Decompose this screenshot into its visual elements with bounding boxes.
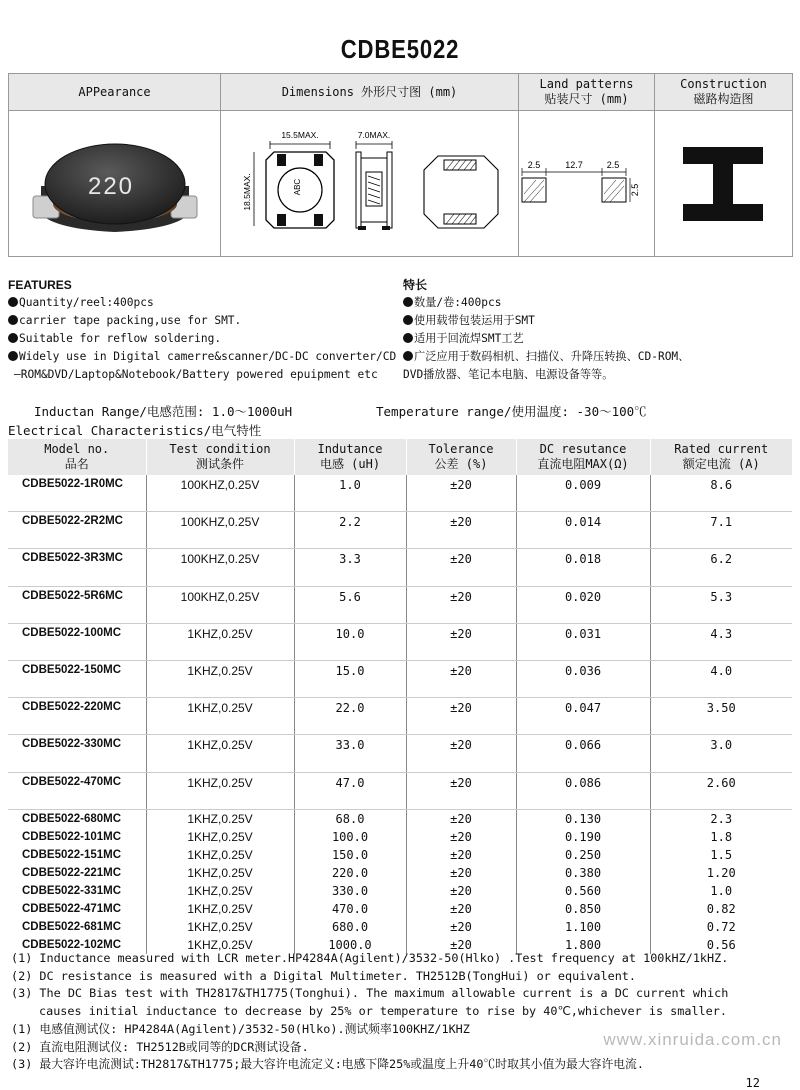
page-number: 12	[745, 1076, 760, 1090]
cell-dcr: 1.100	[516, 918, 650, 936]
watermark: www.xinruida.com.cn	[603, 1030, 782, 1049]
cell-tol: ±20	[406, 900, 516, 918]
cell-cond: 1KHZ,0.25V	[146, 698, 294, 735]
cell-tol: ±20	[406, 623, 516, 660]
cell-cond: 1KHZ,0.25V	[146, 864, 294, 882]
cell-cond: 1KHZ,0.25V	[146, 623, 294, 660]
cell-cond: 1KHZ,0.25V	[146, 900, 294, 918]
cell-ind: 2.2	[294, 512, 406, 549]
cell-ind: 1.0	[294, 475, 406, 512]
land-header	[519, 74, 655, 111]
table-row	[8, 809, 792, 828]
dimensions-drawing	[221, 111, 519, 257]
cell-ind: 47.0	[294, 772, 406, 809]
cell-cur: 1.0	[650, 882, 792, 900]
cell-tol: ±20	[406, 882, 516, 900]
cell-model: CDBE5022-101MC	[22, 830, 122, 843]
cell-model: CDBE5022-150MC	[8, 660, 146, 697]
construction-header	[655, 74, 793, 111]
appearance-header: APPearance	[9, 74, 221, 111]
cell-model: CDBE5022-330MC	[8, 735, 146, 772]
cell-cur: 2.60	[650, 772, 792, 809]
cell-cur: 2.3	[650, 809, 792, 828]
cell-tol: ±20	[406, 698, 516, 735]
land-dim-c: 2.5	[606, 159, 619, 170]
cell-ind: 33.0	[294, 735, 406, 772]
cell-cond: 100KHZ,0.25V	[146, 512, 294, 549]
cell-tol: ±20	[406, 846, 516, 864]
bullet-icon	[403, 315, 413, 325]
land-patterns-drawing	[519, 111, 655, 257]
cell-dcr: 0.031	[516, 623, 650, 660]
cell-cur: 8.6	[650, 475, 792, 512]
dim-height-label: 18.5MAX.	[241, 172, 252, 211]
cell-cur: 1.8	[650, 828, 792, 846]
table-row	[8, 864, 792, 882]
cell-cur: 6.2	[650, 549, 792, 586]
cell-dcr: 0.036	[516, 660, 650, 697]
cell-tol: ±20	[406, 918, 516, 936]
cell-tol: ±20	[406, 936, 516, 954]
i-core-icon	[656, 114, 792, 254]
note: (1) Inductance measured with LCR meter.HP4284A(Agilent)/3532-50(Hlko) .Test frequency at 100kHZ/1kHZ.	[11, 951, 729, 965]
features-cn	[403, 276, 689, 384]
dim-depth-label: 7.0MAX.	[357, 129, 390, 140]
cell-dcr: 0.066	[516, 735, 650, 772]
cell-model: CDBE5022-3R3MC	[8, 549, 146, 586]
cell-cond: 100KHZ,0.25V	[146, 586, 294, 623]
cell-cond: 1KHZ,0.25V	[146, 828, 294, 846]
cell-cur: 4.0	[650, 660, 792, 697]
feature-item: DVD播放器、笔记本电脑、电源设备等等。	[403, 368, 614, 381]
spec-table	[8, 73, 793, 257]
cell-ind: 220.0	[294, 864, 406, 882]
cell-model: CDBE5022-680MC	[22, 812, 122, 825]
cell-cond: 1KHZ,0.25V	[146, 809, 294, 828]
cell-cur: 7.1	[650, 512, 792, 549]
cell-cur: 3.0	[650, 735, 792, 772]
bullet-icon	[403, 333, 413, 343]
cell-tol: ±20	[406, 475, 516, 512]
cell-dcr: 0.020	[516, 586, 650, 623]
electrical-table	[8, 439, 792, 954]
cell-dcr: 0.014	[516, 512, 650, 549]
cell-tol: ±20	[406, 772, 516, 809]
cell-tol: ±20	[406, 828, 516, 846]
feature-item: 广泛应用于数码相机、扫描仪、升降压转换、CD-ROM、	[414, 350, 690, 363]
table-row	[8, 846, 792, 864]
cell-dcr: 0.018	[516, 549, 650, 586]
table-row	[8, 918, 792, 936]
col-header: Indutance 电感 (uH)	[294, 439, 406, 475]
col-header: Rated current 额定电流 (A)	[650, 439, 792, 475]
col-header: Tolerance 公差 (%)	[406, 439, 516, 475]
features-heading-en: FEATURES	[8, 278, 72, 292]
cell-model: CDBE5022-681MC	[22, 920, 122, 933]
inductance-range: Inductan Range/电感范围: 1.0～1000uH	[34, 404, 293, 419]
cell-cond: 1KHZ,0.25V	[146, 918, 294, 936]
cell-model: CDBE5022-221MC	[22, 866, 122, 879]
feature-item: 使用载带包装运用于SMT	[414, 314, 535, 327]
col-header: Model no. 品名	[8, 439, 146, 475]
cell-model: CDBE5022-5R6MC	[8, 586, 146, 623]
col-header: Test condition 测试条件	[146, 439, 294, 475]
bullet-icon	[8, 333, 18, 343]
cell-cur: 0.56	[650, 936, 792, 954]
land-header-en: Land patterns	[539, 77, 634, 91]
feature-item: Suitable for reflow soldering.	[19, 332, 222, 345]
land-dim-a: 2.5	[527, 159, 540, 170]
cell-ind: 3.3	[294, 549, 406, 586]
temperature-range: Temperature range/使用温度: -30～100℃	[376, 404, 647, 419]
cell-cond: 1KHZ,0.25V	[146, 772, 294, 809]
cell-model: CDBE5022-151MC	[22, 848, 122, 861]
dim-marking: ABC	[292, 178, 302, 195]
cell-dcr: 0.086	[516, 772, 650, 809]
bullet-icon	[403, 297, 413, 307]
cell-model: CDBE5022-2R2MC	[8, 512, 146, 549]
cell-dcr: 0.009	[516, 475, 650, 512]
cell-cur: 0.82	[650, 900, 792, 918]
feature-item: —ROM&DVD/Laptop&Notebook/Battery powered epuipment etc	[14, 368, 378, 381]
cell-dcr: 0.560	[516, 882, 650, 900]
dimensions-header: Dimensions 外形尺寸图 (mm)	[221, 74, 519, 111]
features-en	[8, 276, 396, 384]
cell-model: CDBE5022-331MC	[22, 884, 122, 897]
table-row	[8, 900, 792, 918]
table-row	[8, 735, 792, 772]
cell-model: CDBE5022-470MC	[8, 772, 146, 809]
construction-drawing	[655, 111, 793, 257]
cell-tol: ±20	[406, 660, 516, 697]
feature-item: Quantity/reel:400pcs	[19, 296, 154, 309]
table-row	[8, 772, 792, 809]
features-heading-cn: 特长	[403, 278, 428, 292]
land-dim-d: 2.5	[629, 183, 640, 196]
cell-tol: ±20	[406, 864, 516, 882]
cell-dcr: 0.047	[516, 698, 650, 735]
construction-header-cn: 磁路构造图	[693, 92, 754, 106]
cell-cur: 1.20	[650, 864, 792, 882]
cell-cond: 100KHZ,0.25V	[146, 549, 294, 586]
dim-width-label: 15.5MAX.	[280, 129, 319, 140]
cell-ind: 680.0	[294, 918, 406, 936]
note: (3) The DC Bias test with TH2817&TH1775(Tonghui). The maximum allowable current is a DC current which	[11, 986, 729, 1001]
cell-ind: 330.0	[294, 882, 406, 900]
cell-model: CDBE5022-220MC	[8, 698, 146, 735]
table-row	[8, 660, 792, 697]
feature-item: 数量/卷:400pcs	[414, 296, 502, 309]
cell-cur: 5.3	[650, 586, 792, 623]
table-row	[8, 882, 792, 900]
page-title: CDBE5022	[340, 34, 460, 64]
cell-dcr: 0.190	[516, 828, 650, 846]
appearance-image	[9, 111, 221, 257]
cell-model: CDBE5022-100MC	[8, 623, 146, 660]
cell-model: CDBE5022-471MC	[22, 902, 122, 915]
cell-cond: 1KHZ,0.25V	[146, 735, 294, 772]
feature-item: carrier tape packing,use for SMT.	[19, 314, 242, 327]
table-row	[8, 586, 792, 623]
bullet-icon	[8, 351, 18, 361]
note: (2) 直流电阻测试仪: TH2512B或同等的DCR测试设备.	[11, 1039, 309, 1054]
cell-dcr: 0.380	[516, 864, 650, 882]
table-row	[8, 828, 792, 846]
cell-tol: ±20	[406, 809, 516, 828]
cell-tol: ±20	[406, 735, 516, 772]
cell-model: CDBE5022-102MC	[22, 939, 122, 952]
note: (1) 电感值测试仪: HP4284A(Agilent)/3532-50(Hlko).测试频率100KHZ/1KHZ	[11, 1021, 470, 1036]
cell-cur: 4.3	[650, 623, 792, 660]
note: (2) DC resistance is measured with a Digital Multimeter. TH2512B(TongHui) or equivalent.	[11, 968, 637, 983]
cell-ind: 100.0	[294, 828, 406, 846]
cell-dcr: 1.800	[516, 936, 650, 954]
cell-ind: 10.0	[294, 623, 406, 660]
cell-ind: 150.0	[294, 846, 406, 864]
cell-ind: 15.0	[294, 660, 406, 697]
note: causes initial inductance to decrease by 25% or temperature to rise by 40℃,whichever is smaller.	[39, 1004, 727, 1019]
cell-ind: 470.0	[294, 900, 406, 918]
col-header: DC resutance 直流电阻MAX(Ω)	[516, 439, 650, 475]
cell-tol: ±20	[406, 512, 516, 549]
construction-header-en: Construction	[680, 77, 767, 91]
bullet-icon	[8, 297, 18, 307]
cell-cond: 100KHZ,0.25V	[146, 475, 294, 512]
land-header-cn: 贴装尺寸 (mm)	[544, 92, 629, 106]
notes	[11, 950, 728, 1074]
bullet-icon	[8, 315, 18, 325]
cell-cond: 1KHZ,0.25V	[146, 936, 294, 954]
note: (3) 最大容许电流测试:TH2817&TH1775;最大容许电流定义:电感下降25%或温度上升40℃时取其小值为最大容许电流.	[11, 1057, 644, 1072]
table-row	[8, 698, 792, 735]
table-header-row	[8, 439, 792, 475]
cell-cond: 1KHZ,0.25V	[146, 846, 294, 864]
cell-cur: 3.50	[650, 698, 792, 735]
inductor-photo	[15, 114, 215, 254]
cell-dcr: 0.850	[516, 900, 650, 918]
table-row	[8, 623, 792, 660]
land-dim-b: 12.7	[564, 159, 583, 170]
table-row	[8, 512, 792, 549]
cell-ind: 22.0	[294, 698, 406, 735]
feature-item: 适用于回流焊SMT工艺	[414, 332, 524, 345]
cell-ind: 68.0	[294, 809, 406, 828]
cell-model: CDBE5022-1R0MC	[8, 475, 146, 512]
appearance-marking: 220	[87, 172, 134, 200]
cell-tol: ±20	[406, 549, 516, 586]
cell-dcr: 0.250	[516, 846, 650, 864]
electrical-title: Electrical Characteristics/电气特性	[8, 423, 262, 438]
cell-cur: 0.72	[650, 918, 792, 936]
cell-tol: ±20	[406, 586, 516, 623]
bullet-icon	[403, 351, 413, 361]
feature-item: Widely use in Digital camerre&scanner/DC-DC converter/CD	[19, 350, 397, 363]
table-row	[8, 549, 792, 586]
cell-dcr: 0.130	[516, 809, 650, 828]
table-row	[8, 475, 792, 512]
cell-ind: 1000.0	[294, 936, 406, 954]
cell-cond: 1KHZ,0.25V	[146, 882, 294, 900]
cell-cond: 1KHZ,0.25V	[146, 660, 294, 697]
cell-ind: 5.6	[294, 586, 406, 623]
cell-cur: 1.5	[650, 846, 792, 864]
